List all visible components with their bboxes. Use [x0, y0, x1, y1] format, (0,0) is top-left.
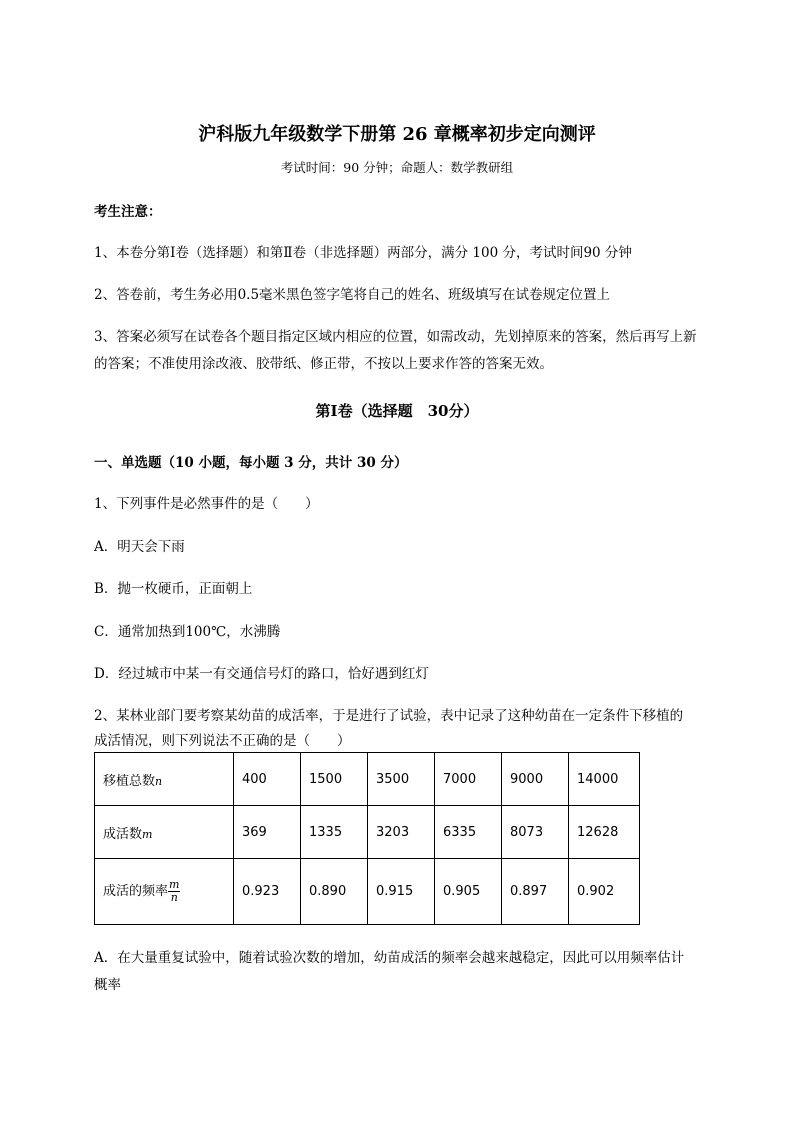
var-m: m: [142, 827, 153, 841]
q1-stem: 1、下列事件是必然事件的是（ ）: [94, 496, 319, 512]
notice-item-3-cont: 的答案；不准使用涂改液、胶带纸、修正带，不按以上要求作答的答案无效。: [94, 356, 553, 372]
table-cell: 0.902: [569, 859, 640, 925]
table-cell: 369: [234, 806, 301, 859]
table-cell: 14000: [569, 753, 640, 806]
notice-item-2: 2、答卷前，考生务必用0.5毫米黑色签字笔将自己的姓名、班级填写在试卷规定位置上: [94, 287, 611, 303]
table-row-m: [95, 806, 640, 859]
table-cell: 0.923: [234, 859, 301, 925]
notice-item-1: 1、本卷分第Ⅰ卷（选择题）和第Ⅱ卷（非选择题）两部分，满分 100 分，考试时间90 分钟: [94, 245, 632, 261]
section-title: 第Ⅰ卷（选择题 30分）: [315, 402, 479, 420]
part-title: 一、单选题（10 小题，每小题 3 分，共计 30 分）: [94, 455, 408, 471]
row-label-n: 移植总数n: [95, 753, 234, 806]
q1-option-b: B．抛一枚硬币，正面朝上: [94, 581, 253, 597]
exam-subtitle: 考试时间：90 分钟；命题人：数学教研组: [280, 160, 514, 175]
row-label-freq: 成活的频率 $\frac{m}{n}$: [95, 859, 234, 925]
var-n: n: [155, 774, 163, 788]
exam-title: 沪科版九年级数学下册第 26 章概率初步定向测评: [198, 124, 596, 145]
table-cell: 1500: [301, 753, 368, 806]
q2-option-a-line1: A．在大量重复试验中，随着试验次数的增加，幼苗成活的频率会越来越稳定，因此可以用频率估计: [94, 950, 685, 966]
q2-stem-line1: 2、某林业部门要考察某幼苗的成活率，于是进行了试验，表中记录了这种幼苗在一定条件下移植的: [94, 708, 684, 724]
row-label-m: 成活数m: [95, 806, 234, 859]
q2-stem-line2: 成活情况，则下列说法不正确的是（ ）: [94, 733, 351, 749]
table-cell: 3500: [368, 753, 435, 806]
notice-heading: 考生注意：: [94, 204, 162, 220]
q1-option-a: A．明天会下雨: [94, 539, 185, 555]
seedling-table: [94, 752, 640, 925]
table-row-freq: [95, 859, 640, 925]
q1-option-d: D．经过城市中某一有交通信号灯的路口，恰好遇到红灯: [94, 666, 429, 682]
table-cell: 12628: [569, 806, 640, 859]
table-cell: 7000: [435, 753, 502, 806]
table-row-n: [95, 753, 640, 806]
q1-option-c: C．通常加热到100℃，水沸腾: [94, 624, 281, 640]
table-cell: 0.915: [368, 859, 435, 925]
table-cell: 0.905: [435, 859, 502, 925]
table-cell: 400: [234, 753, 301, 806]
table-cell: 3203: [368, 806, 435, 859]
q2-option-a-line2: 概率: [94, 977, 121, 993]
table-cell: 9000: [502, 753, 569, 806]
table-cell: 0.890: [301, 859, 368, 925]
table-cell: 6335: [435, 806, 502, 859]
fraction-m-over-n: $\frac{m}{n}$: [169, 878, 180, 904]
table-cell: 1335: [301, 806, 368, 859]
table-cell: 0.897: [502, 859, 569, 925]
notice-item-3: 3、答案必须写在试卷各个题目指定区域内相应的位置，如需改动，先划掉原来的答案，然后再写上新: [94, 329, 697, 345]
table-cell: 8073: [502, 806, 569, 859]
